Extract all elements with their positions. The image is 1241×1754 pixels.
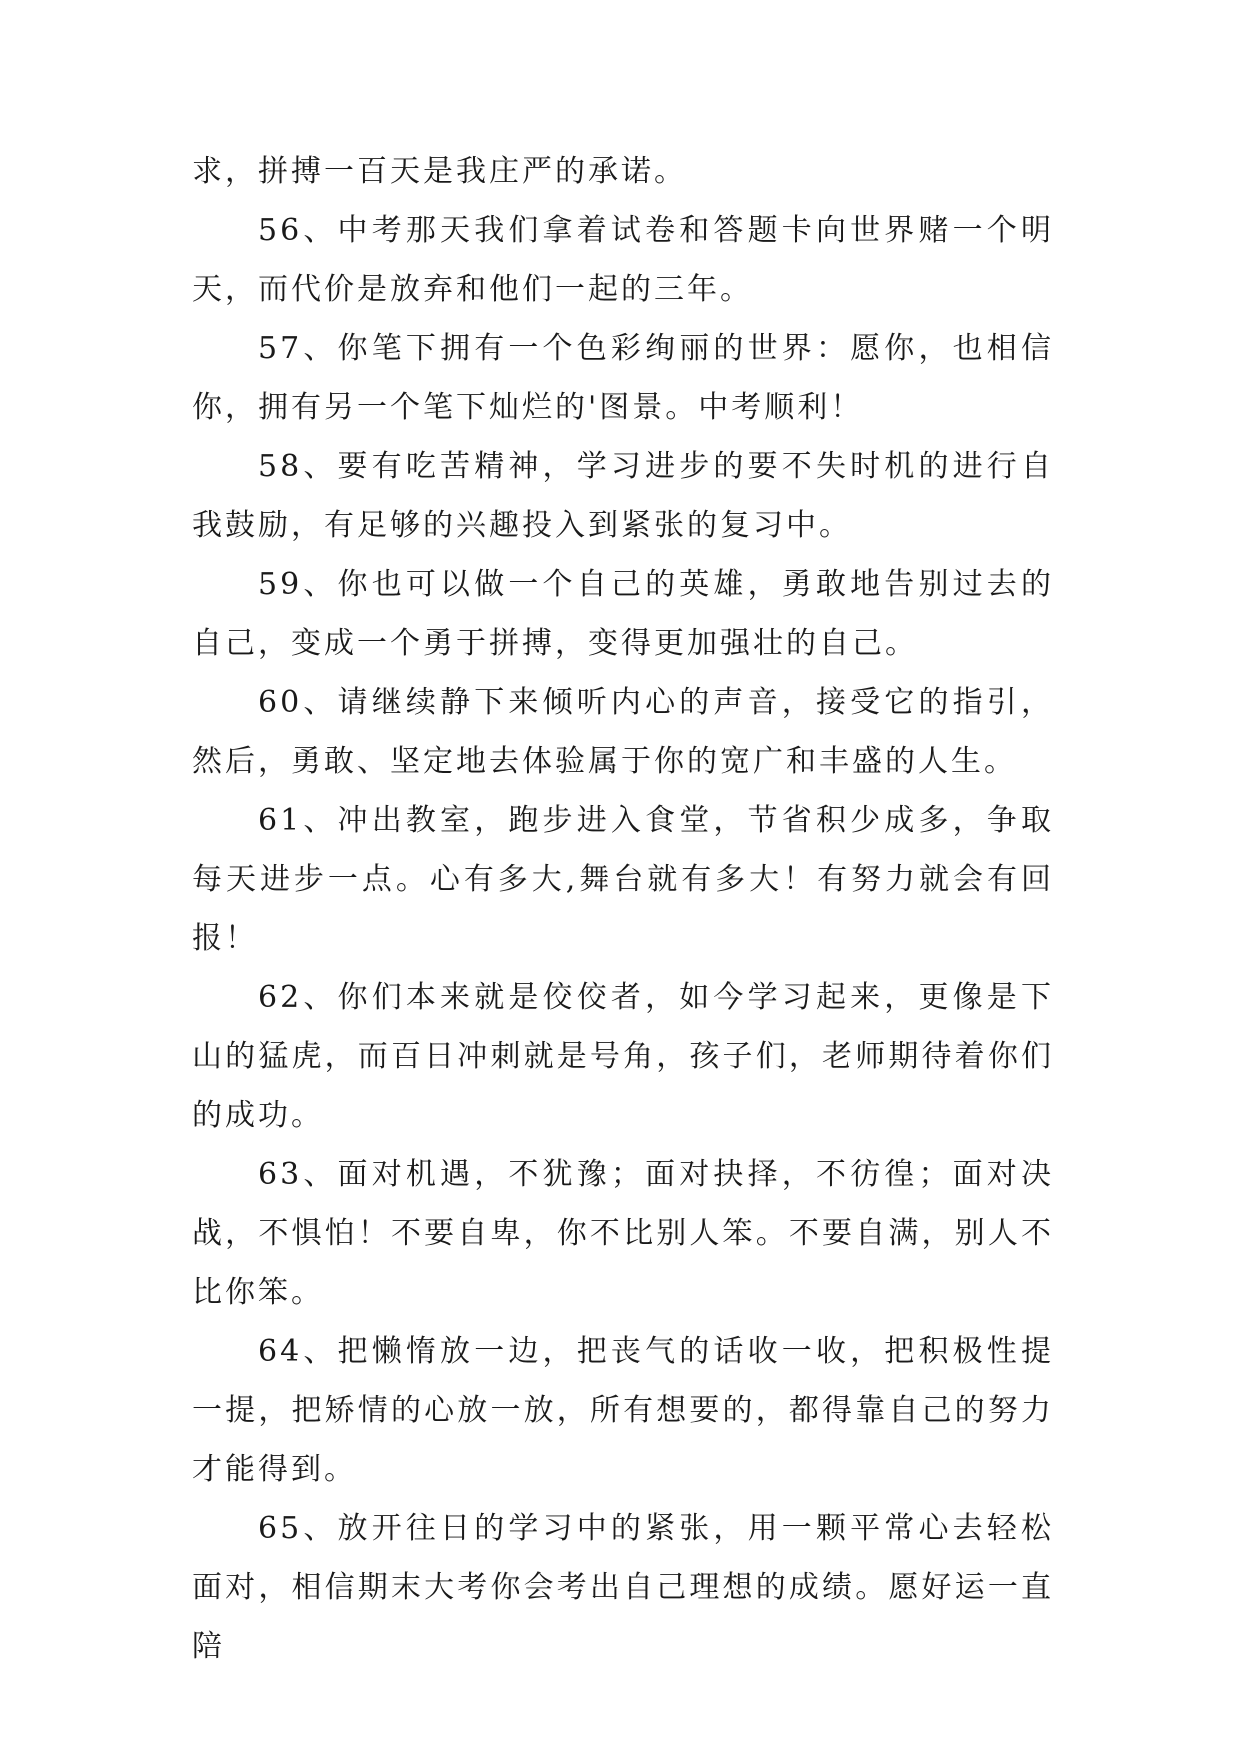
paragraph-continuation: 求，拼搏一百天是我庄严的承诺。	[192, 154, 687, 189]
paragraph-65: 65、放开往日的学习中的紧张，用一颗平常心去轻松面对，相信期末大考你会考出自己理想的成绩。愿好运一直陪	[192, 1511, 1054, 1664]
paragraph-60: 60、请继续静下来倾听内心的声音，接受它的指引，然后，勇敢、坚定地去体验属于你的宽广和丰盛的人生。	[192, 685, 1054, 779]
paragraph-63: 63、面对机遇，不犹豫；面对抉择，不彷徨；面对决战，不惧怕！不要自卑，你不比别人笨。不要自满，别人不比你笨。	[192, 1157, 1054, 1310]
paragraph-61: 61、冲出教室，跑步进入食堂，节省积少成多，争取每天进步一点。心有多大,舞台就有多大！有努力就会有回报！	[192, 803, 1054, 956]
document-body	[192, 142, 1054, 1676]
paragraph-62: 62、你们本来就是佼佼者，如今学习起来，更像是下山的猛虎，而百日冲刺就是号角，孩子们，老师期待着你们的成功。	[192, 980, 1054, 1133]
paragraph-56: 56、中考那天我们拿着试卷和答题卡向世界赌一个明天，而代价是放弃和他们一起的三年。	[192, 213, 1054, 307]
paragraph-64: 64、把懒惰放一边，把丧气的话收一收，把积极性提一提，把矫情的心放一放，所有想要的，都得靠自己的努力才能得到。	[192, 1334, 1054, 1487]
paragraph-58: 58、要有吃苦精神，学习进步的要不失时机的进行自我鼓励，有足够的兴趣投入到紧张的复习中。	[192, 449, 1054, 543]
paragraph-59: 59、你也可以做一个自己的英雄，勇敢地告别过去的自己，变成一个勇于拼搏，变得更加强壮的自己。	[192, 567, 1054, 661]
paragraph-57: 57、你笔下拥有一个色彩绚丽的世界：愿你，也相信你，拥有另一个笔下灿烂的'图景。中考顺利！	[192, 331, 1054, 425]
